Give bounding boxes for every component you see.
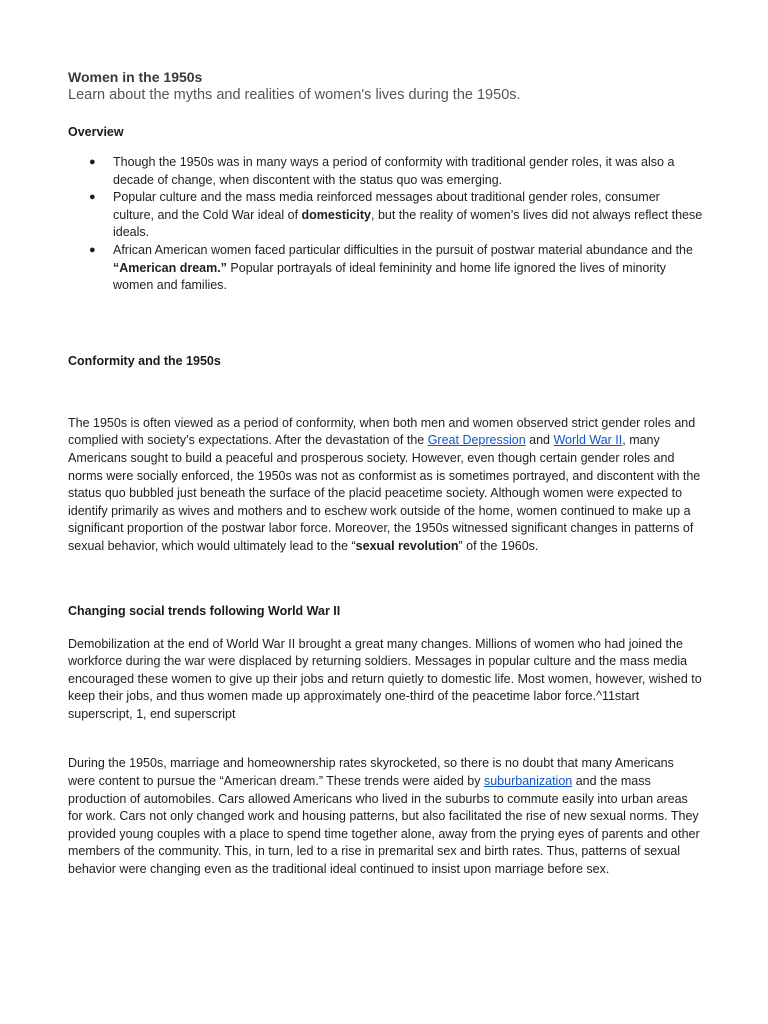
overview-heading: Overview <box>68 125 124 139</box>
page-subtitle: Learn about the myths and realities of women's lives during the 1950s. <box>68 87 521 103</box>
bullet-text: , but the reality of women’s lives did not always reflect these ideals. <box>113 207 703 240</box>
paragraph-text: The 1950s is often viewed as a period of conformity, when both men and women observed strict gender roles and complied with society’s expectations. After the devastation of the <box>68 415 696 448</box>
paragraph-text: and the mass production of automobiles. Cars allowed Americans who lived in the suburbs to commute easily into urban areas for work. Cars not only changed work and housing patterns, but also facilitated the rise of new sexual norms. They provided young couples with a place to spend time together alone, away from the prying eyes of parents and other members of the community. This, in turn, led to a rise in premarital sex and birth rates. Thus, patterns of sexual behavior were changing even as the traditional ideal continued to insist upon marriage before sex. <box>68 774 700 877</box>
bullet-icon: ● <box>89 191 96 204</box>
bullet-icon: ● <box>89 243 96 256</box>
great-depression-link[interactable]: Great Depression <box>427 433 526 448</box>
overview-bullet-list <box>68 154 704 295</box>
overview-bullet-item <box>68 242 704 295</box>
changing-trends-paragraph-1: Demobilization at the end of World War II brought a great many changes. Millions of women who had joined the workforce during the war were displaced by returning soldiers. Messages in popular culture and the mass media encouraged these women to give up their jobs and return quietly to domestic life. Most women, however, wished to keep their jobs, and thus women made up approximately one-third of the peacetime labor force.^11start superscript, 1, end superscript <box>68 636 702 721</box>
suburbanization-link[interactable]: suburbanization <box>483 774 573 789</box>
changing-trends-paragraph-2 <box>68 755 704 878</box>
bold-term-american-dream: “American dream.” <box>113 260 227 275</box>
changing-trends-heading: Changing social trends following World War II <box>68 603 341 618</box>
overview-bullet-item <box>68 154 704 189</box>
bullet-text: Popular culture and the mass media reinforced messages about traditional gender roles, consumer culture, and the Cold War ideal of <box>113 190 660 222</box>
conformity-paragraph <box>68 415 704 556</box>
paragraph-text: During the 1950s, marriage and homeownership rates skyrocketed, so there is no doubt that many Americans were content to pursue the “American dream.” These trends were aided by <box>68 756 674 789</box>
world-war-ii-link[interactable]: World War II <box>553 433 623 448</box>
bold-term-sexual-revolution: sexual revolution <box>355 538 459 553</box>
paragraph-text: ” of the 1960s. <box>458 538 539 553</box>
paragraph-text: and <box>525 433 554 448</box>
bullet-text: Though the 1950s was in many ways a period of conformity with traditional gender roles, it was also a decade of change, when discontent with the status quo was emerging. <box>113 155 675 187</box>
bullet-text: African American women faced particular difficulties in the pursuit of postwar material abundance and the <box>113 242 693 257</box>
overview-bullet-item <box>68 189 704 242</box>
bold-term-domesticity: domesticity <box>301 207 371 222</box>
bullet-text: Popular portrayals of ideal femininity and home life ignored the lives of minority women and families. <box>113 260 667 293</box>
page-title: Women in the 1950s <box>68 69 203 85</box>
paragraph-text: , many Americans sought to build a peaceful and prosperous society. However, even though certain gender roles and norms were socially enforced, the 1950s was not as conformist as is sometimes portrayed, and discontent with the status quo bubbled just beneath the surface of the placid peacetime society. Although women were expected to identify primarily as wives and mothers and to eschew work outside of the home, women continued to make up a significant proportion of the postwar labor force. Moreover, the 1950s witnessed significant changes in patterns of sexual behavior, which would ultimately lead to the “ <box>68 433 701 553</box>
conformity-heading: Conformity and the 1950s <box>68 353 221 368</box>
bullet-icon: ● <box>89 156 96 168</box>
document-page <box>68 68 704 879</box>
